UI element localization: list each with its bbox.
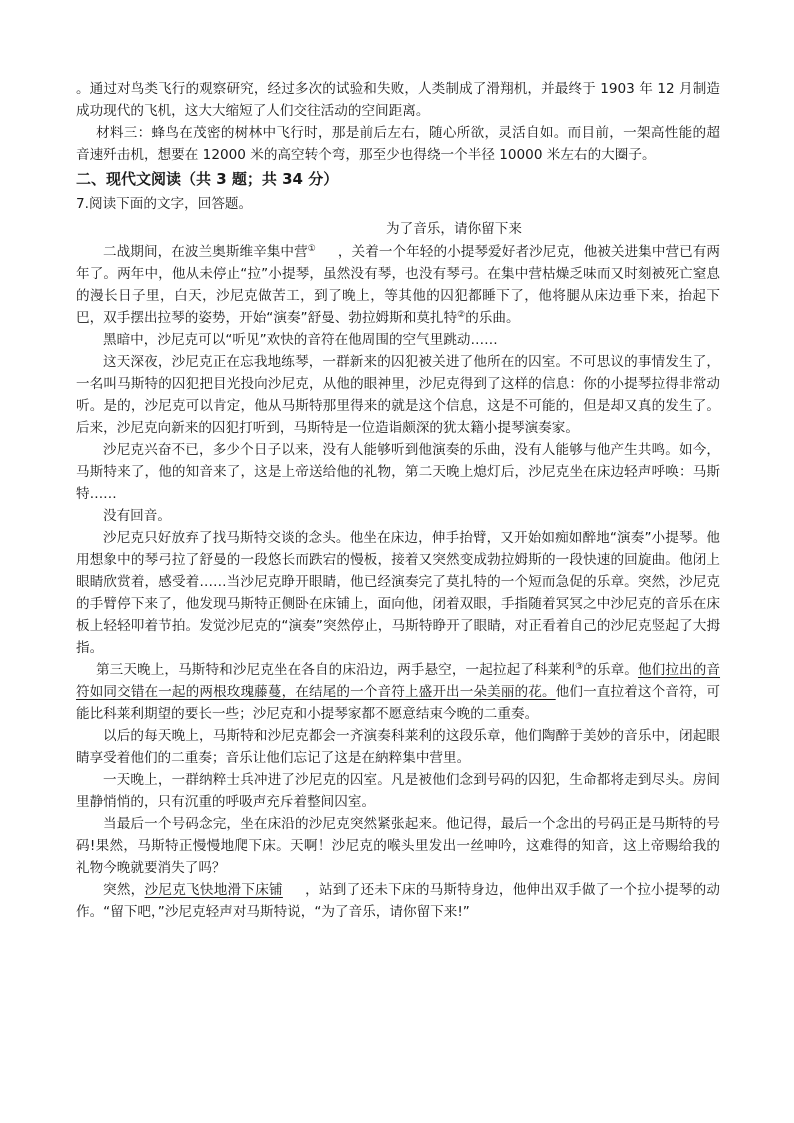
- story-paragraph-10: 当最后一个号码念完，坐在床沿的沙尼克突然紧张起来。他记得，最后一个念出的号码正是马斯特的号码!果然，马斯特正慢慢地爬下床。天啊！沙尼克的喉头里发出一丝呻吟，这难得的知音，这上帝赐给我的礼物今晚就要消失了吗？: [76, 816, 720, 876]
- footnote-marker-1: ①: [307, 244, 316, 254]
- p1-text-a: 二战期间，在波兰奥斯维辛集中营: [103, 244, 308, 260]
- story-paragraph-2: 黑暗中，沙尼克可以“听见”欢快的音符在他周围的空气里跳动……: [103, 332, 498, 348]
- story-paragraph-3: 这天深夜，沙尼克正在忘我地练琴，一群新来的囚犯被关进了他所在的囚室。不可思议的事情发生了，一名叫马斯特的囚犯把目光投向沙尼克，从他的眼神里，沙尼克得到了这样的信息：你的小提琴拉得非常动听。是的，沙尼克可以肯定，他从马斯特那里得来的就是这个信息，这是不可能的，但是却又真的发生了。后来，沙尼克向新来的囚犯打听到，马斯特是一位造诣颇深的犹太籍小提琴演奏家。: [76, 354, 720, 436]
- p7-text-b: 的乐章。: [583, 662, 638, 678]
- footnote-marker-3: ③: [575, 662, 584, 672]
- section-heading: 二、现代文阅读（共 3 题；共 34 分）: [76, 170, 339, 188]
- story-paragraph-8: 以后的每天晚上，马斯特和沙尼克都会一齐演奏科莱利的这段乐章，他们陶醉于美妙的音乐中，闭起眼睛享受着他们的二重奏；音乐让他们忘记了这是在納粹集中营里。: [76, 728, 720, 766]
- story-paragraph-6: 沙尼克只好放弃了找马斯特交谈的念头。他坐在床边，伸手抬臂，又开始如痴如醉地“演奏”小提琴。他用想象中的琴弓拉了舒曼的一段悠长而跌宕的慢板，接着又突然变成勃拉姆斯的一段快速的回旋曲。他闭上眼睛欣赏着，感受着……当沙尼克睁开眼睛，他已经演奏完了莫扎特的一个短而急促的乐章。突然，沙尼克的手臂停下来了，他发现马斯特正侧卧在床铺上，面向他，闭着双眼，手指随着冥冥之中沙尼克的音乐在床板上轻轻叩着节拍。发觉沙尼克的“演奏”突然停止，马斯特睁开了眼睛，对正看着自己的沙尼克竖起了大拇指。: [76, 530, 720, 656]
- story-paragraph-7: [76, 659, 720, 725]
- p1-text-c: 的乐曲。: [465, 310, 520, 326]
- story-paragraph-1: [76, 241, 720, 329]
- question-prompt: 7.阅读下面的文字，回答题。: [76, 196, 253, 212]
- story-paragraph-5: 没有回音。: [103, 508, 171, 524]
- story-paragraph-11: [76, 879, 720, 923]
- footnote-marker-2: ②: [457, 310, 466, 320]
- story-title: 为了音乐，请你留下来: [386, 221, 522, 237]
- underlined-phrase: 沙尼克飞快地滑下床铺: [144, 882, 283, 898]
- p7-text-a: 第三天晚上，马斯特和沙尼克坐在各自的床沿边，两手悬空，一起拉起了科莱利: [96, 662, 576, 678]
- material-2-tail: 。通过对鸟类飞行的观察研究，经过多次的试验和失败，人类制成了滑翔机，并最终于 1903 年 12 月制造成功现代的飞机，这大大缩短了人们交往活动的空间距离。: [76, 81, 720, 119]
- p11-text-a: 突然，: [103, 882, 145, 898]
- underlined-sentence: 他们拉出的音符如同交错在一起的两根玫瑰藤蔓，在结尾的一个音符上盛开出一朵美丽的花。: [76, 662, 721, 700]
- story-paragraph-9: 一天晚上，一群纳粹士兵冲进了沙尼克的囚室。凡是被他们念到号码的囚犯，生命都将走到尽头。房间里静悄悄的，只有沉重的呼吸声充斥着整间囚室。: [76, 772, 720, 810]
- p7-text-c: 他们一直拉着这个音符，可能比科莱利期望的要长一些；沙尼克和小提琴家都不愿意结束今晚的二重奏。: [76, 684, 720, 722]
- p1-text-b: ，关着一个年轻的小提琴爱好者沙尼克，他被关进集中营已有两年了。两年中，他从未停止“拉”小提琴，虽然没有琴，也没有琴弓。在集中营枯燥乏味而又时刻被死亡窒息的漫长日子里，白天，沙尼克做苦工，到了晚上，等其他的囚犯都睡下了，他将腿从床边垂下来，抬起下巴，双手摆出拉琴的姿势，开始“演奏”舒曼、勃拉姆斯和莫扎特: [76, 244, 721, 326]
- story-paragraph-4: 沙尼克兴奋不已，多少个日子以来，没有人能够听到他演奏的乐曲，没有人能够与他产生共鸣。如今，马斯特来了，他的知音来了，这是上帝送给他的礼物，第二天晚上熄灯后，沙尼克坐在床边轻声呼唤：马斯特……: [76, 442, 720, 502]
- p11-text-b: ，站到了还未下床的马斯特身边，他伸出双手做了一个拉小提琴的动作。“留下吧，”沙尼克轻声对马斯特说，“为了音乐，请你留下来!”: [76, 882, 721, 920]
- material-3: 材料三：蜂鸟在茂密的树林中飞行时，那是前后左右，随心所欲，灵活自如。而目前，一架高性能的超音速歼击机，想要在 12000 米的高空转个弯，那至少也得绕一个半径 10000 米左右的大圈子。: [76, 125, 720, 163]
- page-content: [76, 78, 720, 923]
